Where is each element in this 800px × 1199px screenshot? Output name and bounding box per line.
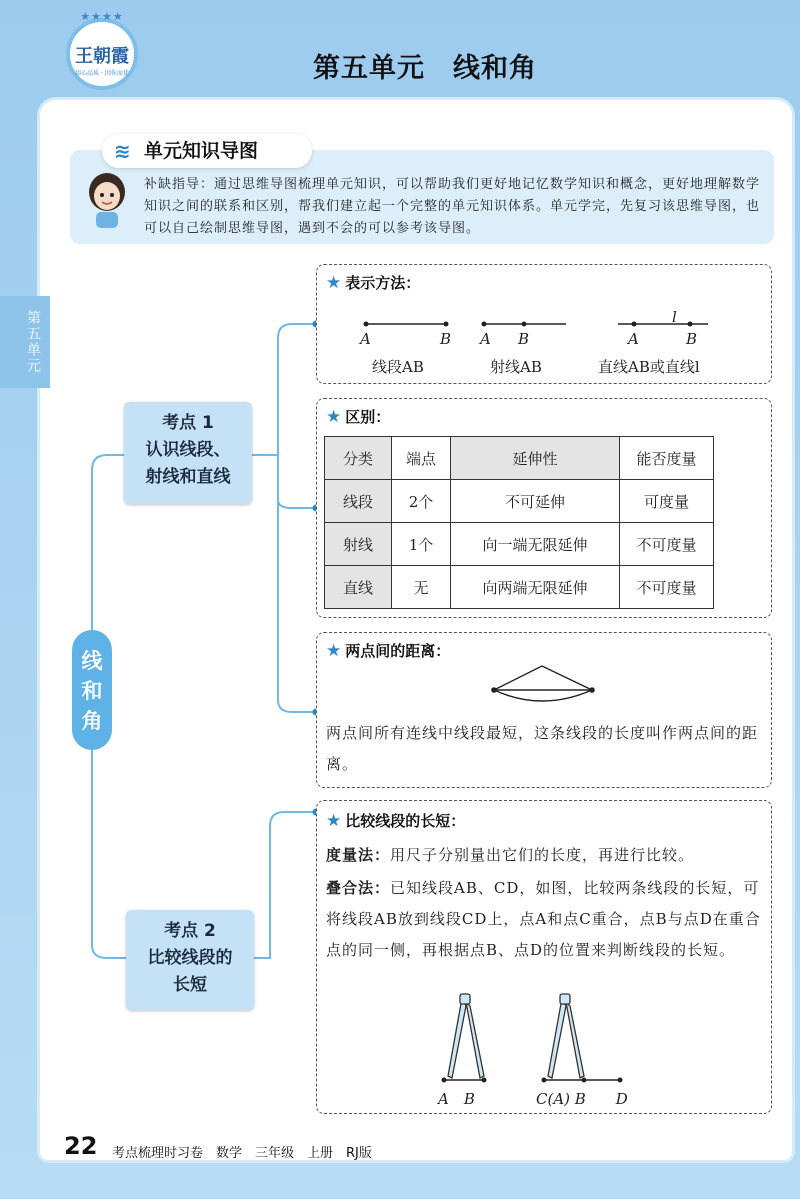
overlap-text: 已知线段AB、CD，如图，比较两条线段的长短，可将线段AB放到线段CD上，点A和点C重合，点B与点D在重合点的同一侧，再根据点B、点D的位置来判断线段的长短。 (326, 879, 761, 959)
table-cell: 向一端无限延伸 (451, 523, 620, 566)
table-header: 分类 (325, 437, 392, 480)
overlap-label: 叠合法： (326, 879, 391, 897)
ray-label-b: B (518, 330, 530, 348)
table-header: 端点 (392, 437, 451, 480)
line-label-b: B (686, 330, 698, 348)
ray-label-a: A (480, 330, 491, 348)
seg-label-b: B (440, 330, 452, 348)
box-difference-heading-text: 区别： (345, 408, 391, 426)
comparison-table (324, 436, 714, 609)
wave-icon: ≋ (114, 139, 131, 163)
fig2-labels: C(A) B D (536, 1090, 628, 1108)
line-caption: 直线AB或直线l (598, 358, 700, 376)
footer-info: 考点梳理时习卷 数学 三年级 上册 RJ版 (112, 1146, 372, 1161)
table-cell: 不可延伸 (451, 480, 620, 523)
table-header: 能否度量 (620, 437, 714, 480)
table-cell: 向两端无限延伸 (451, 566, 620, 609)
measure-text: 用尺子分别量出它们的长度，再进行比较。 (390, 846, 695, 864)
table-cell: 不可度量 (620, 523, 714, 566)
logo-slogan: 用心品质 · 因你而优 (75, 70, 129, 77)
node-topic-1-line1: 考点 1 (162, 413, 214, 433)
box-distance-heading-text: 两点间的距离： (345, 642, 451, 660)
box-notation-heading-text: 表示方法： (345, 274, 421, 292)
table-row (325, 566, 714, 609)
star-icon: ★ (326, 407, 342, 427)
table-cell: 2个 (392, 480, 451, 523)
table-cell: 无 (392, 566, 451, 609)
page-number: 22 (64, 1132, 98, 1160)
star-icons: ★★★★ (80, 10, 124, 23)
star-icon: ★ (326, 273, 342, 293)
table-cell: 可度量 (620, 480, 714, 523)
root-node: 线和角 (72, 630, 112, 750)
node-topic-2-line2: 比较线段的 (147, 948, 233, 968)
table-row (325, 480, 714, 523)
table-row (325, 523, 714, 566)
node-topic-2-line3: 长短 (173, 975, 207, 995)
measure-method (326, 840, 766, 871)
overlap-method (326, 873, 766, 966)
page-title: 第五单元 线和角 (313, 53, 537, 84)
segment-caption: 线段AB (372, 358, 424, 376)
box-notation-heading (326, 272, 420, 293)
node-topic-2-line1: 考点 2 (164, 921, 216, 941)
star-icon: ★ (326, 641, 342, 661)
side-tab: 第五单元 (0, 296, 50, 388)
node-topic-2 (126, 910, 254, 1010)
distance-figure (480, 660, 610, 710)
node-topic-1 (124, 402, 252, 504)
box-distance-heading (326, 640, 450, 661)
logo-name: 王朝霞 (75, 46, 129, 67)
table-cell: 1个 (392, 523, 451, 566)
compass-figures (430, 992, 640, 1088)
line-label-a: A (628, 330, 639, 348)
box-difference-heading (326, 406, 390, 427)
distance-text: 两点间所有连线中线段最短，这条线段的长度叫作两点间的距离。 (326, 724, 759, 773)
section-heading-label: 单元知识导图 (144, 140, 259, 162)
node-topic-1-line3: 射线和直线 (145, 467, 231, 487)
box-compare-heading (326, 810, 465, 831)
notation-figures (316, 304, 772, 344)
table-header: 延伸性 (451, 437, 620, 480)
node-topic-1-line2: 认识线段、 (145, 440, 231, 460)
measure-label: 度量法： (326, 846, 391, 864)
tip-text: 补缺指导：通过思维导图梳理单元知识，可以帮助我们更好地记忆数学知识和概念，更好地理解数学知识之间的联系和区别，帮我们建立起一个完整的单元知识体系。单元学完，先复习该思维导图，也可以自己绘制思维导图，遇到不会的可以参考该导图。 (144, 177, 761, 236)
table-cell: 直线 (325, 566, 392, 609)
box-compare-heading-text: 比较线段的长短： (345, 812, 466, 830)
star-icon: ★ (326, 811, 342, 831)
table-header-row (325, 437, 714, 480)
line-label-l: l (672, 308, 677, 326)
fig1-labels: A B (438, 1090, 475, 1108)
ray-caption: 射线AB (490, 358, 542, 376)
table-cell: 线段 (325, 480, 392, 523)
table-cell: 射线 (325, 523, 392, 566)
seg-label-a: A (360, 330, 371, 348)
table-cell: 不可度量 (620, 566, 714, 609)
